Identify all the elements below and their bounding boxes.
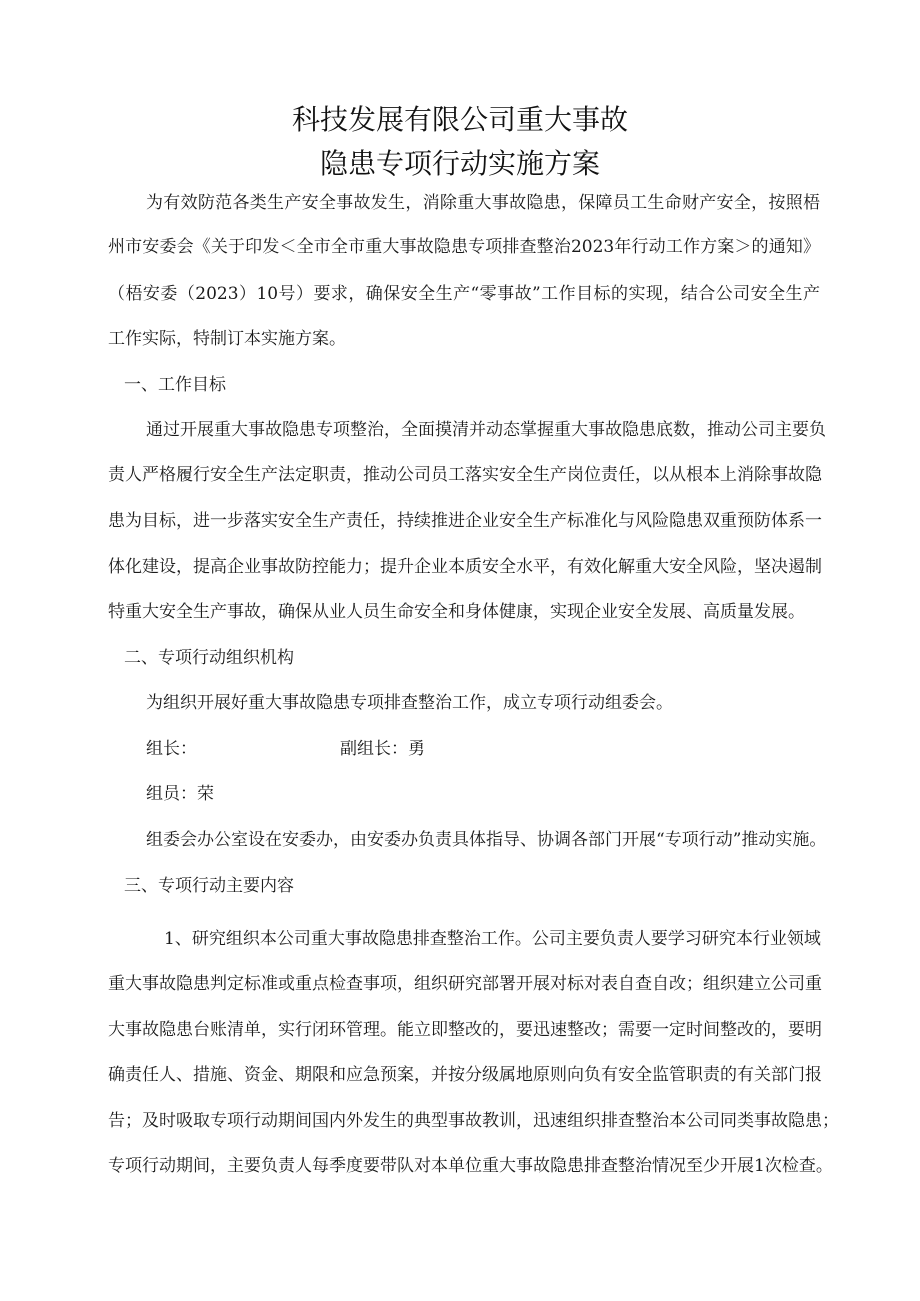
section-3-line-4: 确责任人、措施、资金、期限和应急预案，并按分级属地原则向负有安全监管职责的有关部门报 [108,1065,822,1085]
section-3-line-6: 专项行动期间，主要负责人每季度要带队对本单位重大事故隐患排查整治情况至少开展1次检查。 [108,1156,833,1176]
office-text: 组委会办公室设在安委办，由安委办负责具体指导、协调各部门开展“专项行动”推动实施。 [146,830,827,850]
section-3-line-5: 告；及时吸取专项行动期间国内外发生的典型事故教训，迅速组织排查整治本公司同类事故隐患； [108,1111,839,1131]
intro-line-1: 为有效防范各类生产安全事故发生，消除重大事故隐患，保障员工生命财产安全，按照梧 [146,193,820,213]
section-1-line-2: 责人严格履行安全生产法定职责，推动公司员工落实安全生产岗位责任，以从根本上消除事故隐 [108,465,822,485]
intro-line-3: （梧安委（2023）10号）要求，确保安全生产“零事故”工作目标的实现，结合公司安全生产 [108,284,820,304]
section-3-line-3: 大事故隐患台账清单，实行闭环管理。能立即整改的，要迅速整改；需要一定时间整改的，要明 [108,1020,822,1040]
section-1-line-5: 特重大安全生产事故，确保从业人员生命安全和身体健康，实现企业安全发展、高质量发展。 [108,602,805,622]
intro-line-4: 工作实际，特制订本实施方案。 [108,329,346,349]
section-1-heading: 一、工作目标 [124,375,226,395]
intro-line-2: 州市安委会《关于印发＜全市全市重大事故隐患专项排查整治2023年行动工作方案＞的通知》 [108,237,820,257]
section-2-intro: 为组织开展好重大事故隐患专项排查整治工作，成立专项行动组委会。 [146,693,673,713]
section-3-line-2: 重大事故隐患判定标准或重点检查事项，组织研究部署开展对标对表自查自改；组织建立公司重 [108,974,822,994]
section-1-line-3: 患为目标，进一步落实安全生产责任，持续推进企业安全生产标准化与风险隐患双重预防体系一 [108,511,822,531]
section-1-line-4: 体化建设，提高企业事故防控能力；提升企业本质安全水平，有效化解重大安全风险，坚决遏制 [108,557,822,577]
deputy-leader-label: 副组长：勇 [340,739,425,759]
section-3-line-1: 1、研究组织本公司重大事故隐患排查整治工作。公司主要负责人要学习研究本行业领域 [164,929,821,949]
members-label: 组员：荣 [146,784,214,804]
section-2-heading: 二、专项行动组织机构 [124,648,294,668]
leader-label: 组长： [146,739,197,759]
section-3-heading: 三、专项行动主要内容 [124,876,294,896]
document-title-line-2: 隐患专项行动实施方案 [319,147,600,180]
document-title-line-1: 科技发展有限公司重大事故 [291,103,628,136]
section-1-line-1: 通过开展重大事故隐患专项整治，全面摸清并动态掌握重大事故隐患底数，推动公司主要负 [146,420,826,440]
